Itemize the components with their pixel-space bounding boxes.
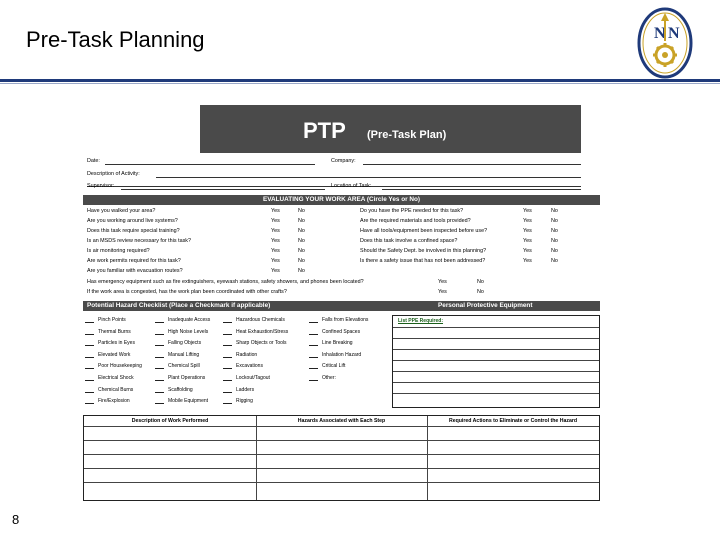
description-label: Description of Activity:	[87, 171, 140, 177]
ppe-line[interactable]	[393, 393, 599, 394]
hazard-label: Mobile Equipment	[168, 398, 209, 405]
page-number: 8	[12, 512, 20, 527]
yes-option[interactable]: Yes	[523, 238, 532, 244]
yes-option[interactable]: Yes	[523, 208, 532, 214]
hazard-label: Rigging	[236, 398, 253, 405]
banner-subtitle: (Pre-Task Plan)	[367, 129, 447, 141]
hazard-label: Heat Exhaustion/Stress	[236, 328, 289, 335]
yes-option[interactable]: Yes	[523, 228, 532, 234]
ppe-line[interactable]	[393, 349, 599, 350]
no-option[interactable]: No	[298, 228, 305, 234]
left-question: Have you walked your area?	[87, 208, 156, 214]
hazard-label: Excavations	[236, 363, 263, 370]
ppe-required-label: List PPE Required:	[398, 318, 444, 324]
hazard-label: Hazardous Chemicals	[236, 317, 285, 323]
hazard-label: Radiation	[236, 351, 258, 358]
table-row[interactable]	[84, 468, 599, 469]
table-divider	[427, 416, 428, 500]
wide-question: Has emergency equipment such as fire extinguishers, eyewash stations, safety showers, and phones been located?	[87, 279, 364, 285]
yes-option[interactable]: Yes	[438, 279, 447, 285]
yes-option[interactable]: Yes	[438, 289, 447, 295]
hazard-checkbox[interactable]	[155, 334, 164, 335]
hazard-header-label: Potential Hazard Checklist (Place a Checkmark if applicable)	[87, 302, 271, 309]
yes-option[interactable]: Yes	[523, 258, 532, 264]
hazard-checkbox[interactable]	[155, 345, 164, 346]
table-divider	[256, 416, 257, 500]
no-option[interactable]: No	[298, 238, 305, 244]
left-question: Is air monitoring required?	[87, 248, 150, 254]
no-option[interactable]: No	[477, 289, 484, 295]
hazard-label: High Noise Levels	[168, 328, 209, 335]
compass-gear-logo	[637, 7, 693, 79]
hazard-label: Pinch Points	[98, 317, 126, 323]
ppe-line[interactable]	[393, 360, 599, 361]
hazard-checkbox[interactable]	[85, 392, 94, 393]
yes-option[interactable]: Yes	[523, 248, 532, 254]
hazard-checkbox[interactable]	[223, 345, 232, 346]
ppe-line[interactable]	[393, 338, 599, 339]
hazard-checkbox[interactable]	[223, 368, 232, 369]
hazard-checkbox[interactable]	[155, 368, 164, 369]
right-question: Does this task involve a confined space?	[360, 238, 458, 244]
left-question: Is an MSDS review necessary for this task?	[87, 238, 191, 244]
no-option[interactable]: No	[298, 208, 305, 214]
ptp-form	[83, 105, 600, 501]
hazard-label: Line Breaking	[322, 340, 353, 347]
hazard-checkbox[interactable]	[223, 380, 232, 381]
hazard-label: Other:	[322, 375, 336, 381]
hazard-checkbox[interactable]	[155, 357, 164, 358]
hazard-label: Electrical Shock	[98, 375, 134, 381]
hazard-label: Falls from Elevations	[322, 317, 369, 323]
wide-question: If the work area is congested, has the work plan been coordinated with other crafts?	[87, 289, 287, 295]
hazard-checkbox[interactable]	[309, 334, 318, 335]
yes-option[interactable]: Yes	[523, 218, 532, 224]
hazard-checkbox[interactable]	[155, 403, 164, 404]
company-field[interactable]	[363, 164, 581, 165]
hazard-checkbox[interactable]	[85, 345, 94, 346]
hazard-label: Manual Lifting	[168, 351, 200, 358]
hazard-label: Ladders	[236, 386, 255, 393]
date-field[interactable]	[105, 164, 315, 165]
svg-text:N: N	[654, 25, 666, 42]
table-row[interactable]	[84, 482, 599, 483]
right-question: Should the Safety Dept. be involved in this planning?	[360, 248, 487, 254]
table-header-rule	[84, 426, 599, 427]
no-option[interactable]: No	[551, 228, 558, 234]
ppe-line[interactable]	[393, 371, 599, 372]
left-question: Are you working around live systems?	[87, 218, 178, 224]
yes-option[interactable]: Yes	[271, 228, 280, 234]
hazard-label: Critical Lift	[322, 363, 346, 370]
company-label: Company:	[331, 158, 356, 164]
location-label: Location of Task:	[331, 183, 372, 189]
right-question: Do you have the PPE needed for this task?	[360, 208, 464, 214]
no-option[interactable]: No	[551, 238, 558, 244]
yes-option[interactable]: Yes	[271, 248, 280, 254]
hazard-label: Particles in Eyes	[98, 340, 135, 347]
right-question: Are the required materials and tools provided?	[360, 218, 471, 224]
no-option[interactable]: No	[298, 248, 305, 254]
hazard-label: Confined Spaces	[322, 328, 361, 335]
yes-option[interactable]: Yes	[271, 238, 280, 244]
header-rule-thin	[0, 83, 720, 84]
header-rule	[0, 79, 720, 82]
yes-option[interactable]: Yes	[271, 208, 280, 214]
left-question: Are work permits required for this task?	[87, 258, 181, 264]
no-option[interactable]: No	[551, 208, 558, 214]
hazard-checkbox[interactable]	[223, 357, 232, 358]
no-option[interactable]: No	[551, 258, 558, 264]
hazard-checkbox[interactable]	[223, 403, 232, 404]
hazard-label: Elevated Work	[98, 351, 131, 358]
hazard-label: Chemical Spill	[168, 363, 200, 370]
description-field[interactable]	[156, 177, 581, 178]
hazard-label: Poor Housekeeping	[98, 363, 142, 370]
hazard-checkbox[interactable]	[309, 322, 318, 323]
hazard-checkbox[interactable]	[85, 380, 94, 381]
table-header-description: Description of Work Performed	[131, 418, 209, 424]
no-option[interactable]: No	[298, 218, 305, 224]
left-question: Are you familiar with evacuation routes?	[87, 268, 183, 274]
yes-option[interactable]: Yes	[271, 268, 280, 274]
right-question: Is there a safety issue that has not been addressed?	[360, 258, 486, 264]
hazard-checkbox[interactable]	[309, 345, 318, 346]
hazard-label: Sharp Objects or Tools	[236, 340, 287, 347]
hazard-checkbox[interactable]	[85, 357, 94, 358]
table-header-actions: Required Actions to Eliminate or Control the Hazard	[448, 418, 578, 424]
ppe-box	[392, 315, 600, 408]
table-header-hazards: Hazards Associated with Each Step	[297, 418, 386, 424]
no-option[interactable]: No	[551, 248, 558, 254]
hazard-checkbox[interactable]	[85, 334, 94, 335]
evaluating-header: EVALUATING YOUR WORK AREA (Circle Yes or No)	[83, 195, 600, 205]
slide-title: Pre-Task Planning	[26, 27, 205, 52]
supervisor-field[interactable]	[121, 189, 325, 190]
yes-option[interactable]: Yes	[271, 258, 280, 264]
table-row[interactable]	[84, 440, 599, 441]
hazard-checkbox[interactable]	[85, 368, 94, 369]
hazard-checkbox[interactable]	[155, 380, 164, 381]
hazard-checkbox[interactable]	[85, 322, 94, 323]
yes-option[interactable]: Yes	[271, 218, 280, 224]
hazard-checkbox[interactable]	[155, 392, 164, 393]
form-banner	[200, 105, 581, 153]
hazard-checklist-header	[83, 301, 600, 311]
supervisor-label: Supervisor:	[87, 183, 115, 189]
location-field[interactable]	[382, 189, 581, 190]
ppe-line[interactable]	[393, 382, 599, 383]
ppe-line[interactable]	[393, 327, 599, 328]
no-option[interactable]: No	[298, 268, 305, 274]
hazard-label: Inhalation Hazard	[322, 351, 362, 358]
hazard-checkbox[interactable]	[223, 334, 232, 335]
hazard-checkbox[interactable]	[223, 392, 232, 393]
work-steps-table	[83, 415, 600, 501]
hazard-checkbox[interactable]	[309, 357, 318, 358]
banner-title: PTP	[303, 118, 346, 143]
hazard-label: Lockout/Tagout	[236, 375, 270, 381]
no-option[interactable]: No	[551, 218, 558, 224]
no-option[interactable]: No	[477, 279, 484, 285]
hazard-label: Plant Operations	[168, 375, 206, 381]
hazard-checkbox[interactable]	[85, 403, 94, 404]
ppe-header-label: Personal Protective Equipment	[438, 302, 533, 309]
table-row[interactable]	[84, 454, 599, 455]
no-option[interactable]: No	[298, 258, 305, 264]
right-question: Have all tools/equipment been inspected before use?	[360, 228, 488, 234]
hazard-label: Chemical Burns	[98, 386, 134, 393]
hazard-label: Scaffolding	[168, 386, 193, 393]
hazard-label: Fire/Explosion	[98, 398, 130, 405]
left-question: Does this task require special training?	[87, 228, 180, 234]
hazard-checkbox[interactable]	[309, 368, 318, 369]
svg-text:N: N	[668, 25, 680, 42]
hazard-label: Thermal Burns	[98, 328, 131, 335]
hazard-checkbox[interactable]	[155, 322, 164, 323]
date-label: Date:	[87, 158, 100, 164]
hazard-label: Inadequate Access	[168, 317, 211, 323]
hazard-checkbox[interactable]	[223, 322, 232, 323]
hazard-checkbox[interactable]	[309, 380, 318, 381]
hazard-label: Falling Objects	[168, 340, 202, 347]
